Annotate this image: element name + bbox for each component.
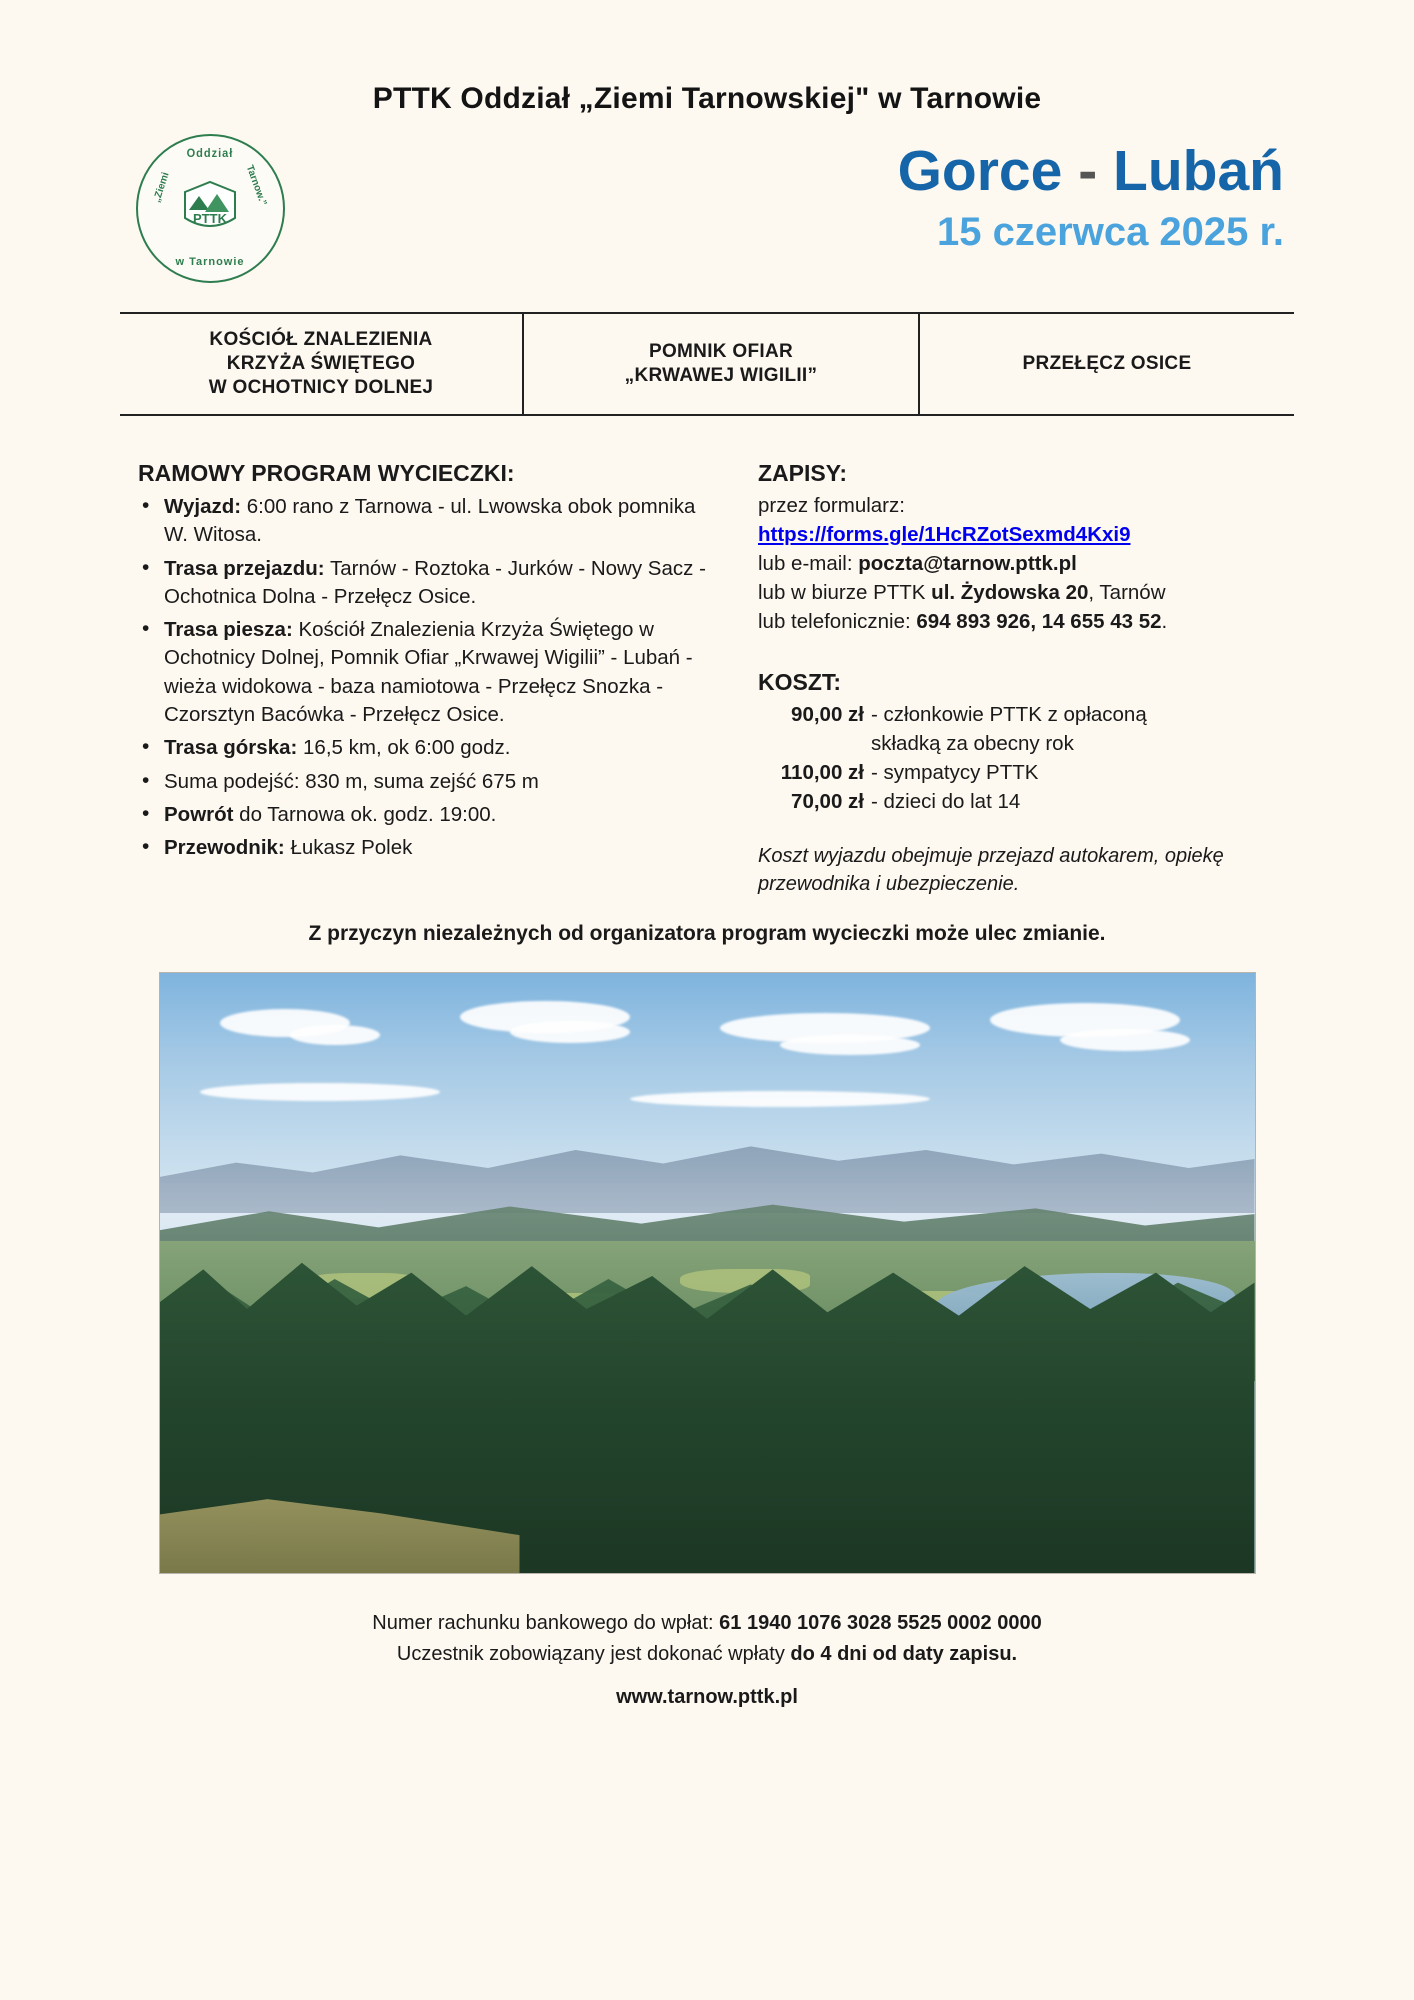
signup-email-line [758, 549, 1294, 578]
signup-office-suffix: , Tarnów [1088, 581, 1166, 605]
list-item [164, 734, 720, 762]
logo-left-text: „Ziemi [151, 170, 172, 205]
highlight-boxes [120, 312, 1294, 416]
highlight-box-church-label: KOŚCIÓŁ ZNALEZIENIA KRZYŻA ŚWIĘTEGO W OCHOTNICY DOLNEJ [208, 328, 434, 399]
signup-email-prefix: lub e-mail: [758, 552, 859, 576]
payment-deadline: do 4 dni od daty zapisu. [790, 1642, 1018, 1665]
highlight-box-church [120, 314, 524, 414]
pttk-logo [136, 134, 285, 283]
program-item-text: Kościół Znalezienia Krzyża Świętego w Ochotnicy Dolnej, Pomnik Ofiar „Krwawej Wigilii” - Lubań - wieża widokowa - baza namiotowa - Przełęcz Snozka - Czorsztyn Bacówka - Przełęcz Osice. [164, 618, 693, 726]
cloud-shape [1060, 1029, 1190, 1051]
program-column [120, 460, 720, 898]
signup-phone-line [758, 607, 1294, 636]
program-item-text: 16,5 km, ok 6:00 godz. [297, 736, 511, 760]
list-item [164, 555, 720, 612]
signup-phones[interactable]: 694 893 926, 14 655 43 52 [916, 610, 1162, 634]
cost-description: - dzieci do lat 14 [871, 789, 1021, 813]
cost-amount: 70,00 zł [791, 789, 864, 813]
cloud-shape [630, 1091, 930, 1107]
program-list [120, 493, 720, 862]
list-item [164, 616, 720, 729]
signup-office-line [758, 578, 1294, 607]
cost-description: - sympatycy PTTK [871, 760, 1039, 784]
program-item-label: Powrót [164, 802, 234, 826]
header-row [120, 124, 1294, 274]
organization-title: PTTK Oddział „Ziemi Tarnowskiej" w Tarnowie [372, 82, 1042, 115]
bank-number: 61 1940 1076 3028 5525 0002 0000 [719, 1611, 1042, 1634]
panorama-photo [159, 972, 1256, 1574]
list-item [164, 801, 720, 829]
program-item-text: Łukasz Polek [284, 836, 413, 860]
footer [120, 1608, 1294, 1709]
cost-amount: 110,00 zł [780, 760, 864, 784]
signup-office-address: ul. Żydowska 20 [931, 581, 1089, 605]
cloud-shape [780, 1035, 920, 1055]
signup-form-link[interactable]: https://forms.gle/1HcRZotSexmd4Kxi9 [758, 523, 1131, 547]
payment-prefix: Uczestnik zobowiązany jest dokonać wpłaty [396, 1642, 791, 1665]
logo-bottom-text: w Tarnowie [175, 256, 245, 268]
cloud-shape [200, 1083, 440, 1101]
program-item-label: Wyjazd: [164, 495, 242, 518]
cost-note: Koszt wyjazdu obejmuje przejazd autokarem, opiekę przewodnika i ubezpieczenie. [758, 844, 1224, 895]
change-notice: Z przyczyn niezależnych od organizatora program wycieczki może ulec zmianie. [308, 921, 1106, 945]
main-title [300, 139, 1284, 203]
cost-description: - członkowie PTTK z opłaconą [871, 702, 1147, 726]
signup-heading: ZAPISY: [758, 460, 848, 486]
event-date: 15 czerwca 2025 r. [937, 209, 1284, 254]
title-block [300, 124, 1294, 255]
program-item-label: Trasa górska: [164, 736, 298, 760]
logo-top-text: Oddział [186, 147, 234, 161]
program-item-label: Trasa piesza: [164, 618, 293, 642]
highlight-box-monument [524, 314, 920, 414]
cost-row [758, 700, 1294, 729]
signup-phone-prefix: lub telefonicznie: [758, 610, 917, 634]
cloud-shape [290, 1025, 380, 1045]
signup-email[interactable]: poczta@tarnow.pttk.pl [858, 552, 1077, 576]
program-item-text: do Tarnowa ok. godz. 19:00. [233, 802, 497, 826]
svg-text:PTTK: PTTK [193, 211, 227, 226]
program-item-label: Przewodnik: [164, 836, 285, 860]
list-item [164, 834, 720, 862]
signup-form-label: przez formularz: [758, 494, 905, 517]
highlight-box-monument-label: POMNIK OFIAR „KRWAWEJ WIGILII” [624, 340, 818, 386]
list-item [164, 493, 720, 550]
list-item [164, 768, 720, 796]
cost-heading: KOSZT: [758, 668, 842, 695]
logo-wrap [120, 124, 300, 283]
cloud-shape [510, 1021, 630, 1043]
program-item-text: Suma podejść: 830 m, suma zejść 675 m [164, 769, 539, 793]
program-item-text: Tarnów - Roztoka - Jurków - Nowy Sacz - Ochotnica Dolna - Przełęcz Osice. [164, 556, 706, 608]
highlight-box-pass: PRZEŁĘCZ OSICE [1022, 352, 1192, 374]
logo-right-text: Tarnow.” [243, 163, 269, 208]
main-title-part2: Lubań [1113, 139, 1284, 203]
program-item-label: Trasa przejazdu: [164, 556, 325, 580]
bank-label: Numer rachunku bankowego do wpłat: [372, 1611, 720, 1634]
content-columns [120, 460, 1294, 898]
program-heading: RAMOWY PROGRAM WYCIECZKI: [138, 460, 515, 486]
bank-line [120, 1608, 1294, 1639]
signup-phone-suffix: . [1161, 610, 1168, 634]
main-title-dash: - [1078, 139, 1098, 203]
main-title-part1: Gorce [897, 139, 1063, 203]
cost-continuation: składką za obecny rok [871, 731, 1074, 755]
signup-column [720, 460, 1294, 898]
cost-amount: 90,00 zł [791, 702, 864, 726]
website-link[interactable]: www.tarnow.pttk.pl [616, 1685, 798, 1708]
pttk-crest-icon [179, 176, 241, 238]
cost-row [758, 787, 1294, 816]
signup-office-prefix: lub w biurze PTTK [758, 581, 932, 605]
payment-line [120, 1639, 1294, 1670]
cost-row [758, 758, 1294, 787]
program-item-text: 6:00 rano z Tarnowa - ul. Lwowska obok pomnika W. Witosa. [164, 495, 696, 547]
